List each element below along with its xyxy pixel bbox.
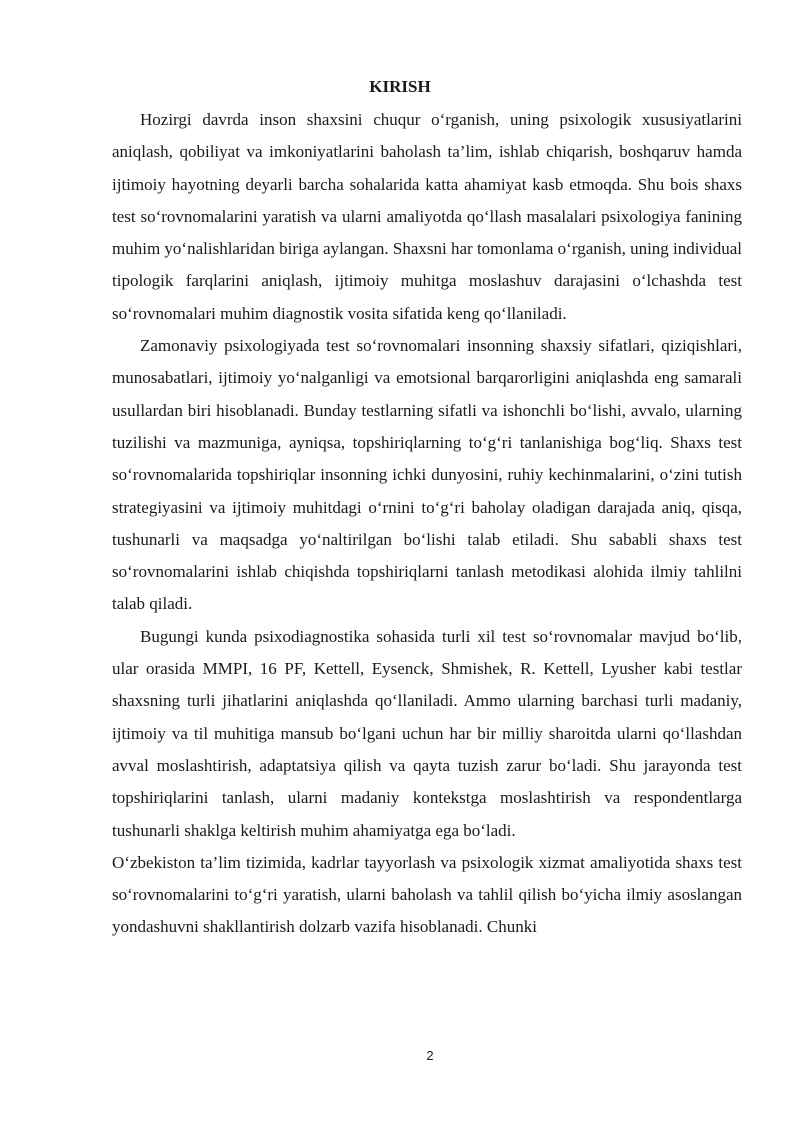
- paragraph-1: Hozirgi davrda inson shaxsini chuqur o‘rganish, uning psixologik xususiyatlarini aniqlash, qobiliyat va imkoniyatlarini baholash ta’lim, ishlab chiqarish, boshqaruv hamda ijtimoiy hayotning deyarli barcha sohalarida katta ahamiyat kasb etmoqda. Shu bois shaxs test so‘rovnomalarini yaratish va ularni amaliyotda qo‘llash masalalari psixologiya fanining muhim yo‘nalishlaridan biriga aylangan. Shaxsni har tomonlama o‘rganish, uning individual tipologik farqlarini aniqlash, ijtimoiy muhitga moslashuv darajasini o‘lchashda test so‘rovnomalari muhim diagnostik vosita sifatida keng qo‘llaniladi.: [112, 110, 742, 323]
- page-title: KIRISH: [369, 77, 431, 96]
- paragraph-3: Bugungi kunda psixodiagnostika sohasida turli xil test so‘rovnomalar mavjud bo‘lib, ular orasida MMPI, 16 PF, Kettell, Eysenck, Shmishek, R. Kettell, Lyusher kabi testlar shaxsning turli jihatlarini aniqlashda qo‘llaniladi. Ammo ularning barchasi turli madaniy, ijtimoiy va til muhitiga mansub bo‘lgani uchun har bir milliy sharoitda ularni qo‘llashdan avval moslashtirish, adaptatsiya qilish va qayta tuzish zarur bo‘ladi. Shu jarayonda test topshiriqlarini tanlash, ularni madaniy kontekstga moslashtirish va respondentlarga tushunarli shaklga keltirish muhim ahamiyatga ega bo‘ladi.: [112, 626, 742, 840]
- body-text: [112, 104, 742, 944]
- paragraph-2: Zamonaviy psixologiyada test so‘rovnomalari insonning shaxsiy sifatlari, qiziqishlari, munosabatlari, ijtimoiy yo‘nalganligi va emotsional barqarorligini aniqlashda eng samarali usullardan biri hisoblanadi. Bunday testlarning sifatli va ishonchli bo‘lishi, avvalo, ularning tuzilishi va mazmuniga, ayniqsa, topshiriqlarning to‘g‘ri tanlanishiga bog‘liq. Shaxs test so‘rovnomalarida topshiriqlar insonning ichki dunyosini, ruhiy kechinmalarini, o‘zini tutish strategiyasini va ijtimoiy muhitdagi o‘rnini to‘g‘ri baholay oladigan darajada aniq, qisqa, tushunarli va maqsadga yo‘naltirilgan bo‘lishi talab etiladi. Shu sababli shaxs test so‘rovnomalarini ishlab chiqishda topshiriqlarni tanlash metodikasi alohida ilmiy tahlilni talab qiladi.: [112, 336, 742, 614]
- page-number: 2: [426, 1048, 434, 1063]
- paragraph-4: O‘zbekiston ta’lim tizimida, kadrlar tayyorlash va psixologik xizmat amaliyotida shaxs test so‘rovnomalarini to‘g‘ri yaratish, ularni baholash va tahlil qilish bo‘yicha ilmiy asoslangan yondashuvni shakllantirish dolzarb vazifa hisoblanadi. Chunki: [112, 852, 742, 937]
